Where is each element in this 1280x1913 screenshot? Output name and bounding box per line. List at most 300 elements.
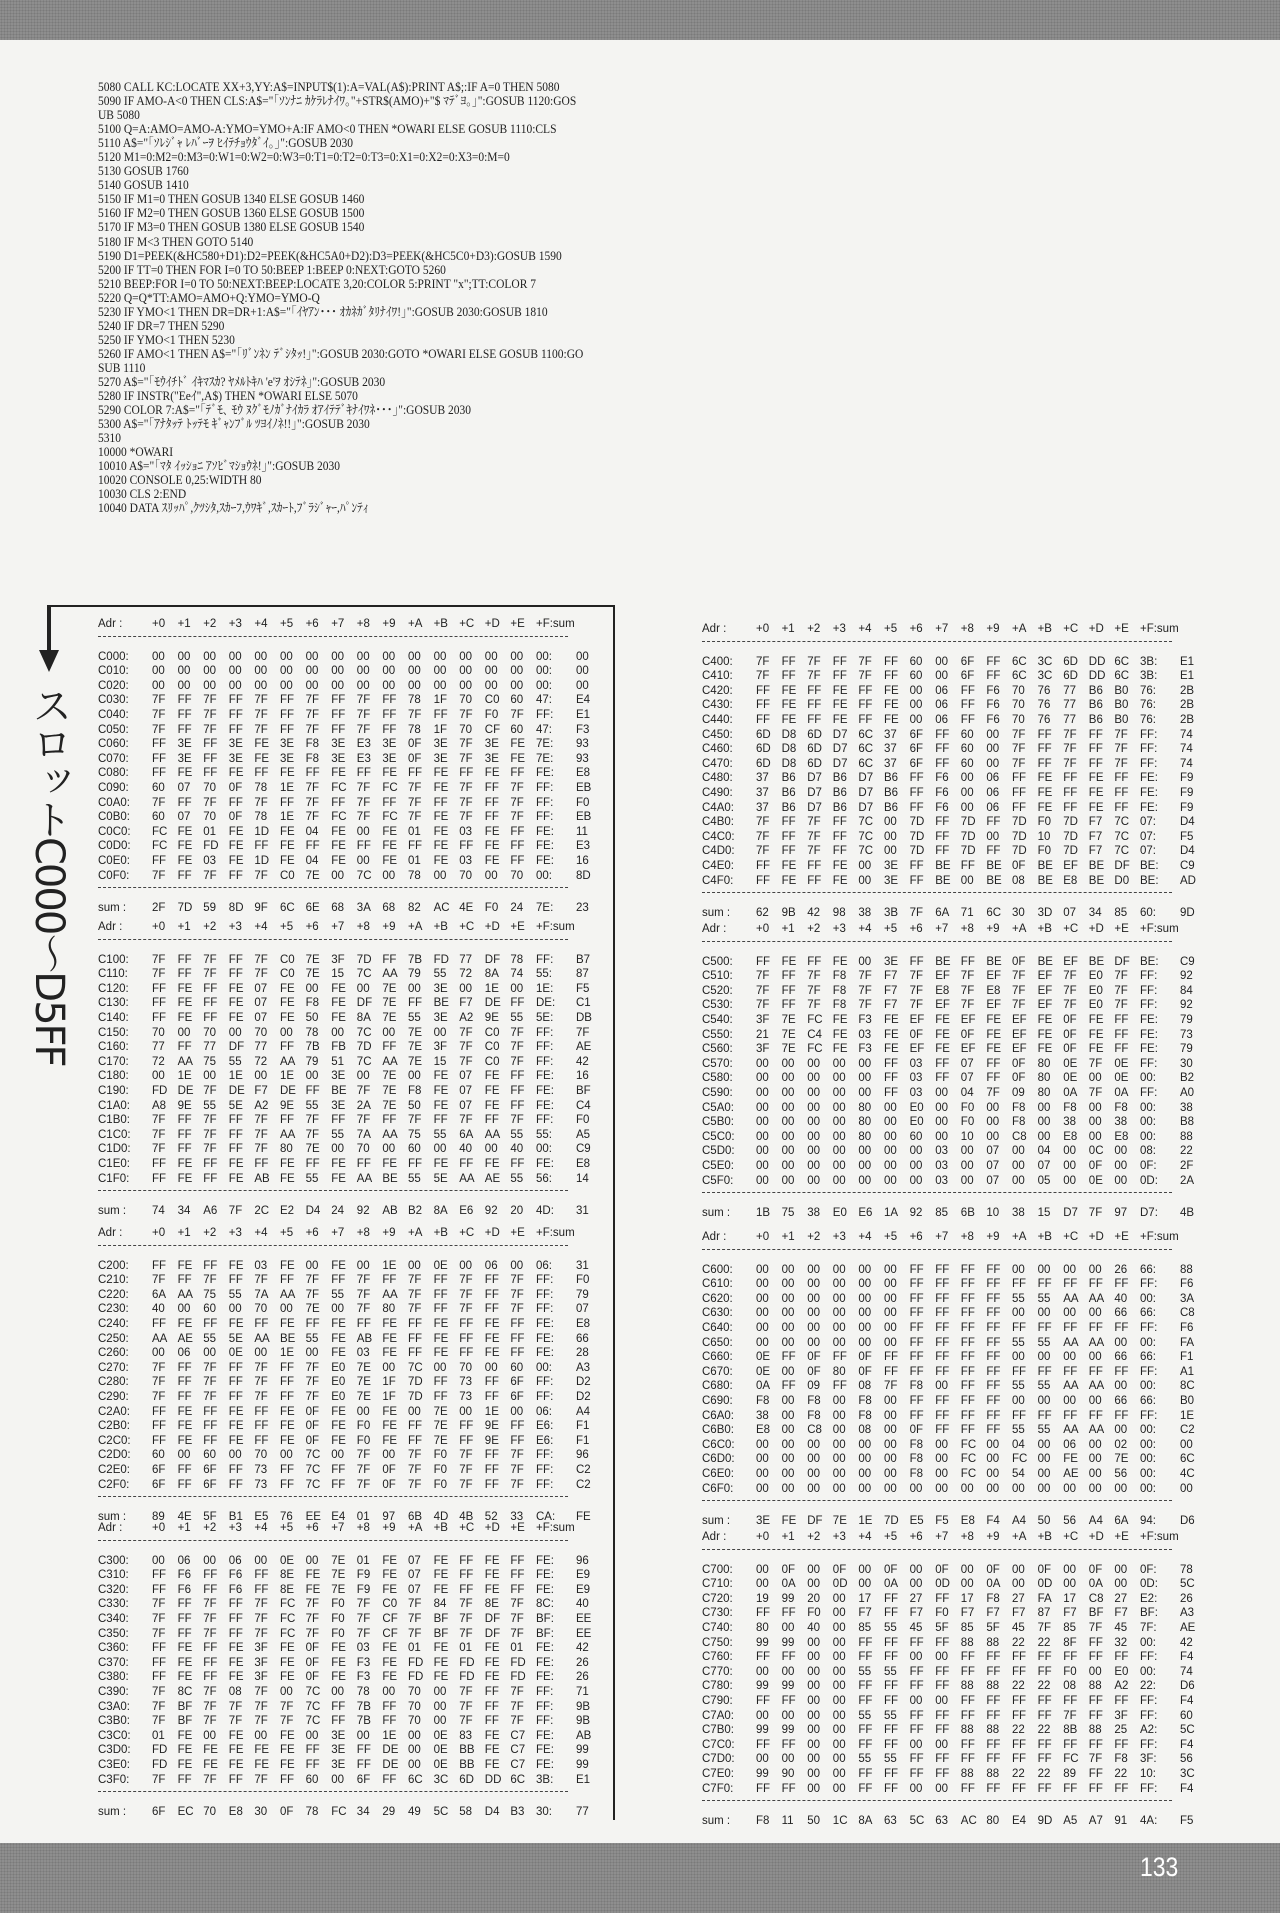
table-row [98, 1670, 589, 1685]
byte-cell: FE : [1140, 786, 1165, 801]
byte-cell: 55 [858, 1665, 872, 1678]
byte-cell: FF [152, 1317, 167, 1330]
byte-cell: 7F [152, 968, 166, 981]
table-header [702, 922, 1179, 937]
byte-cell: AA [177, 1288, 193, 1301]
byte-cell: 08 : [1140, 1144, 1165, 1159]
row-checksum: 00 [576, 665, 589, 678]
byte-cell: FF [884, 1694, 899, 1707]
byte-cell: BE : [1140, 859, 1165, 874]
sum-cell: 42 [807, 907, 820, 920]
header-col: +3 [832, 623, 846, 635]
byte-cell: 00 [1088, 1665, 1102, 1678]
byte-cell: 3C [433, 1773, 449, 1786]
table-row [702, 698, 1195, 713]
row-checksum: 74 [1180, 1665, 1193, 1678]
byte-cell: FE [382, 1671, 398, 1684]
header-adr: Adr : [98, 1522, 123, 1534]
table-row [98, 1113, 590, 1128]
byte-cell: 3F [331, 953, 345, 966]
byte-cell: F8 [832, 970, 847, 983]
byte-cell: 8A [484, 968, 499, 981]
sum-cell: 50 [1037, 1515, 1051, 1528]
byte-cell: 00 [781, 1263, 795, 1276]
byte-cell: FC [960, 1467, 977, 1480]
header-col: +C [1063, 623, 1079, 635]
byte-cell: 00 [177, 1449, 191, 1462]
byte-cell: 7F [254, 694, 268, 707]
byte-cell: FF [781, 1351, 796, 1364]
byte-cell: FE [433, 1583, 449, 1596]
byte-cell: 00 [1012, 1482, 1025, 1495]
byte-cell: AA [280, 1055, 296, 1068]
byte-cell: 00 [356, 982, 370, 995]
byte-cell: FF [510, 1420, 525, 1433]
byte-cell: 00 [935, 1467, 948, 1480]
byte-cell: FF [909, 1278, 924, 1291]
byte-cell: FF [986, 845, 1001, 858]
byte-cell: 55 [305, 1172, 319, 1185]
byte-cell: 06 : [536, 1259, 561, 1274]
byte-cell: FE [280, 1758, 295, 1771]
header-col: +2 [203, 1227, 217, 1239]
byte-cell: FE [177, 1259, 193, 1272]
byte-cell: 00 [756, 1159, 769, 1172]
byte-cell: 77 [254, 1041, 268, 1054]
table-row [702, 1482, 1193, 1497]
byte-cell: FF [203, 982, 218, 995]
byte-cell: 03 [935, 1159, 948, 1172]
row-checksum: 07 [576, 1303, 589, 1316]
byte-cell: FE [986, 1028, 1002, 1041]
byte-cell: 10 [1037, 830, 1051, 843]
byte-cell: 00 [280, 1026, 293, 1039]
byte-cell: FF [909, 772, 924, 785]
byte-cell: 79 [305, 1055, 319, 1068]
row-checksum: D2 [576, 1390, 591, 1403]
byte-cell: FF [459, 1420, 474, 1433]
header-col: +4 [858, 1531, 872, 1543]
table-row [702, 1277, 1194, 1292]
byte-cell: 00 [935, 1130, 948, 1143]
byte-cell: FF [781, 1782, 796, 1795]
header-col: +2 [807, 623, 821, 635]
byte-cell: FF [1063, 1651, 1078, 1664]
byte-cell: 7F [254, 1598, 268, 1611]
byte-cell: C4 [807, 1028, 822, 1041]
byte-cell: 85 [858, 1621, 872, 1634]
byte-cell: FF [510, 1569, 525, 1582]
byte-cell: 00 [884, 1321, 897, 1334]
byte-cell: FF [331, 1700, 346, 1713]
row-checksum: A5 [576, 1128, 591, 1141]
byte-cell: 00 [781, 1159, 795, 1172]
header-col: +E [510, 921, 525, 933]
byte-cell: 7E [1114, 1453, 1129, 1466]
byte-cell: FF [781, 984, 796, 997]
byte-cell: FF [1037, 1738, 1052, 1751]
byte-cell: FF [781, 1380, 796, 1393]
byte-cell: F7 [884, 999, 898, 1012]
byte-cell: FF : [536, 1448, 561, 1463]
byte-cell: 00 [510, 982, 524, 995]
byte-cell: 00 [858, 1453, 872, 1466]
byte-cell: 7F [203, 1685, 217, 1698]
byte-cell: 37 [884, 743, 897, 756]
byte-cell: FE [935, 1043, 950, 1056]
byte-cell: 0F [305, 1405, 320, 1418]
byte-cell: 00 [832, 1651, 846, 1664]
byte-cell: 07 [177, 811, 191, 824]
row-address: C020 : [98, 679, 150, 694]
byte-cell: FF [756, 1651, 771, 1664]
byte-cell: 7F [510, 1478, 524, 1491]
byte-cell: 01 [510, 1642, 524, 1655]
byte-cell: FC [382, 811, 398, 824]
byte-cell: FE [484, 1729, 500, 1742]
byte-cell: 00 [781, 1057, 795, 1070]
byte-cell: 00 [1114, 1380, 1128, 1393]
sum-cell: 74 [152, 1205, 165, 1218]
sum-cell: 6C [280, 902, 295, 915]
byte-cell: 40 [807, 1621, 820, 1634]
table-row [98, 1069, 589, 1084]
byte-cell: 03 [909, 1057, 923, 1070]
byte-cell: EF [935, 970, 950, 983]
byte-cell: FF : [536, 1685, 561, 1700]
header-col: +4 [254, 1522, 268, 1534]
byte-cell: 00 [1012, 1307, 1025, 1320]
row-address: C320 : [98, 1583, 150, 1598]
header-col: +2 [203, 1522, 217, 1534]
sum-row [98, 901, 589, 916]
byte-cell: FE [832, 1028, 848, 1041]
sum-label: sum : [98, 1511, 127, 1524]
table-row [702, 1365, 1195, 1380]
byte-cell: 55 [510, 1128, 524, 1141]
byte-cell: FF [228, 1361, 243, 1374]
byte-cell: 00 [935, 1782, 948, 1795]
row-checksum: 8C [1180, 1380, 1195, 1393]
header-col: +E [1114, 923, 1129, 935]
byte-cell: 00 [832, 1424, 846, 1437]
byte-cell: FE : [536, 1069, 561, 1084]
byte-cell: FF [254, 1583, 269, 1596]
row-checksum: 00 [1180, 1438, 1193, 1451]
byte-cell: 0E [1063, 1057, 1078, 1070]
code-line: 10000 *OWARI [98, 445, 174, 460]
byte-cell: FE [484, 825, 500, 838]
byte-cell: FF [331, 694, 346, 707]
byte-cell: 00 [807, 1145, 820, 1158]
byte-cell: FF [1037, 728, 1052, 741]
byte-cell: 80 [858, 1130, 872, 1143]
byte-cell: 07 [254, 997, 268, 1010]
byte-cell: FC [807, 1043, 823, 1056]
byte-cell: FE [228, 1157, 244, 1170]
byte-cell: FF [177, 953, 192, 966]
sum-row [98, 1805, 589, 1820]
byte-cell: 00 : [1140, 1423, 1165, 1438]
header-col: +6 [909, 1531, 923, 1543]
byte-cell: FF : [1140, 984, 1165, 999]
byte-cell: FE : [1140, 1042, 1165, 1057]
byte-cell: 00 [280, 1449, 293, 1462]
byte-cell: F8 [909, 1453, 924, 1466]
byte-cell: 00 [1012, 1174, 1025, 1187]
byte-cell: 00 [203, 1347, 216, 1360]
byte-cell: 00 [807, 1636, 820, 1649]
row-checksum: AB [576, 1729, 592, 1742]
byte-cell: 7F [408, 1598, 422, 1611]
byte-cell: 7F [408, 1627, 422, 1640]
byte-cell: FF [781, 1738, 796, 1751]
row-address: C630 : [702, 1306, 754, 1321]
byte-cell: 7F [960, 999, 975, 1012]
byte-cell: 6C [1114, 670, 1130, 683]
row-address: C2A0 : [98, 1405, 150, 1420]
byte-cell: FF [884, 1365, 899, 1378]
byte-cell: FE [484, 1317, 500, 1330]
row-address: C180 : [98, 1069, 150, 1084]
byte-cell: 0E [1088, 1174, 1103, 1187]
byte-cell: FF [1012, 1738, 1027, 1751]
total-checksum: FE [576, 1511, 591, 1524]
byte-cell: 7F [756, 830, 770, 843]
header-col: +9 [382, 1227, 396, 1239]
byte-cell: 0F [305, 1656, 320, 1669]
row-address: C6F0 : [702, 1482, 754, 1497]
sum-cell: 3E [756, 1515, 771, 1528]
byte-cell: FF [382, 708, 397, 721]
byte-cell: F9 [356, 1569, 371, 1582]
code-line: 5230 IF YMO<1 THEN DR=DR+1:A$="｢ｲﾔｱﾝ･･･ ｵｶﾈｶﾞﾀﾘﾅｲﾜ!｣":GOSUB 2030:GOSUB 1810 [98, 304, 548, 319]
byte-cell: FF [1012, 1278, 1027, 1291]
byte-cell: D8 [781, 728, 797, 741]
byte-cell: FE [280, 1642, 295, 1655]
byte-cell: 7F [408, 796, 422, 809]
table-row [702, 1013, 1193, 1028]
byte-cell: FF [935, 1057, 950, 1070]
sum-cell: 34 [1088, 907, 1102, 920]
byte-cell: 7F [1037, 1621, 1052, 1634]
byte-cell: 7F [203, 1627, 217, 1640]
byte-cell: C8 [1088, 1592, 1104, 1605]
byte-cell: FE [781, 699, 797, 712]
byte-cell: FF [909, 1336, 924, 1349]
byte-cell: 1E [228, 1070, 243, 1083]
row-checksum: 42 [576, 1055, 589, 1068]
byte-cell: FF [228, 1598, 243, 1611]
byte-cell: 7A [254, 1288, 269, 1301]
byte-cell: FF [1063, 786, 1078, 799]
byte-cell: 07 [986, 1159, 1000, 1172]
row-checksum: 2F [1180, 1159, 1194, 1172]
header-last: +F:sum [1140, 623, 1179, 635]
arrow-down-icon-shaft [47, 605, 51, 655]
byte-cell: 7F [280, 1700, 294, 1713]
byte-cell: 00 [960, 1482, 974, 1495]
byte-cell: FE [382, 1317, 398, 1330]
byte-cell: 32 [1114, 1636, 1128, 1649]
row-address: C780 : [702, 1679, 754, 1694]
row-checksum: 00 [576, 679, 589, 692]
byte-cell: 7C [305, 1449, 321, 1462]
table-row [702, 1665, 1193, 1680]
byte-cell: FF : [536, 1288, 561, 1303]
byte-cell: 7F [756, 816, 770, 829]
dashed-divider [702, 1192, 1172, 1203]
sum-cell: 97 [1114, 1207, 1128, 1220]
row-address: C4F0 : [702, 874, 754, 889]
byte-cell: 00 [305, 1347, 319, 1360]
table-row [702, 998, 1193, 1013]
byte-cell: FE [280, 1317, 295, 1330]
byte-cell: 07 [254, 982, 268, 995]
byte-cell: FF [960, 1753, 975, 1766]
row-checksum: 00 [1180, 1482, 1193, 1495]
table-row [702, 757, 1193, 772]
byte-cell: FF [935, 728, 950, 741]
byte-cell: 7F [1012, 743, 1026, 756]
table-row [98, 1302, 589, 1317]
header-col: +C [1063, 1531, 1079, 1543]
row-address: C370 : [98, 1656, 150, 1671]
byte-cell: BE [1037, 955, 1053, 968]
byte-cell: F8 [305, 738, 320, 751]
row-address: C050 : [98, 723, 150, 738]
byte-cell: FF [1012, 1651, 1027, 1664]
byte-cell: FF [228, 1612, 243, 1625]
byte-cell: 7F [152, 694, 166, 707]
byte-cell: 00 [832, 1321, 846, 1334]
byte-cell: 3E [382, 738, 397, 751]
table-header [702, 1530, 1179, 1545]
table-row [702, 1650, 1194, 1665]
byte-cell: FE [331, 854, 346, 867]
byte-cell: FF [781, 655, 796, 668]
byte-cell: 7D [356, 953, 372, 966]
byte-cell: CF [382, 1627, 398, 1640]
byte-cell: C0 [484, 1055, 500, 1068]
byte-cell: FE : [536, 1554, 561, 1569]
table-row [98, 781, 592, 796]
byte-cell: FF [986, 1694, 1001, 1707]
byte-cell: 60 [152, 781, 165, 794]
byte-cell: CF [484, 723, 501, 736]
byte-cell: 00 [356, 679, 370, 692]
byte-cell: FF : [536, 1463, 561, 1478]
byte-cell: FF [254, 1317, 269, 1330]
byte-cell: 00 [1088, 1453, 1102, 1466]
byte-cell: 7C [356, 1055, 372, 1068]
sum-cell: 29 [382, 1806, 396, 1819]
byte-cell: FE [177, 767, 193, 780]
byte-cell: 00 [935, 670, 948, 683]
row-address: C4E0 : [702, 859, 754, 874]
byte-cell: 00 [433, 650, 447, 663]
byte-cell: FF [909, 1724, 924, 1737]
byte-cell: AA [382, 1128, 398, 1141]
sum-cell: 92 [484, 1205, 498, 1218]
byte-cell: E0 [1088, 999, 1103, 1012]
byte-cell: FF [909, 1409, 924, 1422]
byte-cell: FF [203, 1583, 218, 1596]
byte-cell: 00 [807, 1753, 820, 1766]
byte-cell: 3F [756, 1013, 770, 1026]
byte-cell: FE : [1140, 1028, 1165, 1043]
byte-cell: 80 [832, 1365, 846, 1378]
byte-cell: 22 [1012, 1724, 1025, 1737]
byte-cell: FF : [1140, 1782, 1165, 1797]
byte-cell: 0A [756, 1380, 771, 1393]
byte-cell: 00 [756, 1665, 769, 1678]
byte-cell: CF [382, 1612, 398, 1625]
byte-cell: 7F [408, 1288, 422, 1301]
byte-cell: 00 [280, 665, 293, 678]
byte-cell: 7B [356, 1700, 371, 1713]
byte-cell: 03 [909, 1086, 923, 1099]
byte-cell: 66 : [1140, 1350, 1165, 1365]
byte-cell: FF [510, 1347, 525, 1360]
byte-cell: FF [408, 1157, 423, 1170]
byte-cell: E6 : [536, 1419, 561, 1434]
byte-cell: AB [254, 1172, 270, 1185]
row-checksum: 30 [1180, 1057, 1193, 1070]
byte-cell: FE [382, 767, 398, 780]
byte-cell: FF [382, 694, 397, 707]
byte-cell: 27 [1114, 1592, 1128, 1605]
byte-cell: 55 [331, 1128, 344, 1141]
row-address: C0B0 : [98, 810, 150, 825]
byte-cell: 00 [781, 1482, 795, 1495]
byte-cell: 0D [832, 1578, 848, 1591]
byte-cell: 47 : [536, 693, 561, 708]
byte-cell: 72 [254, 1055, 268, 1068]
byte-cell: 00 [884, 1130, 897, 1143]
byte-cell: FF [1037, 1782, 1052, 1795]
table-row [702, 684, 1195, 699]
row-checksum: 22 [1180, 1145, 1193, 1158]
byte-cell: 7F [356, 1463, 371, 1476]
byte-cell: 06 [935, 713, 948, 726]
byte-cell: 7F [459, 1449, 473, 1462]
sum-label: sum : [98, 1806, 127, 1819]
table-row [702, 844, 1195, 859]
row-checksum: E9 [576, 1583, 591, 1596]
byte-cell: FF [510, 825, 525, 838]
byte-cell: FE [433, 1084, 449, 1097]
table-header [702, 622, 1179, 637]
byte-cell: 0E [433, 1729, 448, 1742]
byte-cell: 07 [459, 1084, 472, 1097]
sum-cell: 82 [408, 902, 421, 915]
byte-cell: B6 [884, 772, 899, 785]
byte-cell: F7 [254, 1084, 268, 1097]
byte-cell: FE [484, 1671, 500, 1684]
byte-cell: FF [433, 1303, 448, 1316]
table-row [98, 1390, 591, 1405]
dashed-divider [98, 1190, 568, 1201]
byte-cell: 6F [203, 1478, 217, 1491]
byte-cell: 7F [1114, 743, 1128, 756]
byte-cell: 00 [382, 869, 396, 882]
byte-cell: FF [1114, 1043, 1129, 1056]
header-col: +6 [305, 921, 319, 933]
byte-cell: 0D : [1140, 1577, 1165, 1592]
header-col: +B [1037, 623, 1052, 635]
byte-cell: FE [1088, 1028, 1104, 1041]
